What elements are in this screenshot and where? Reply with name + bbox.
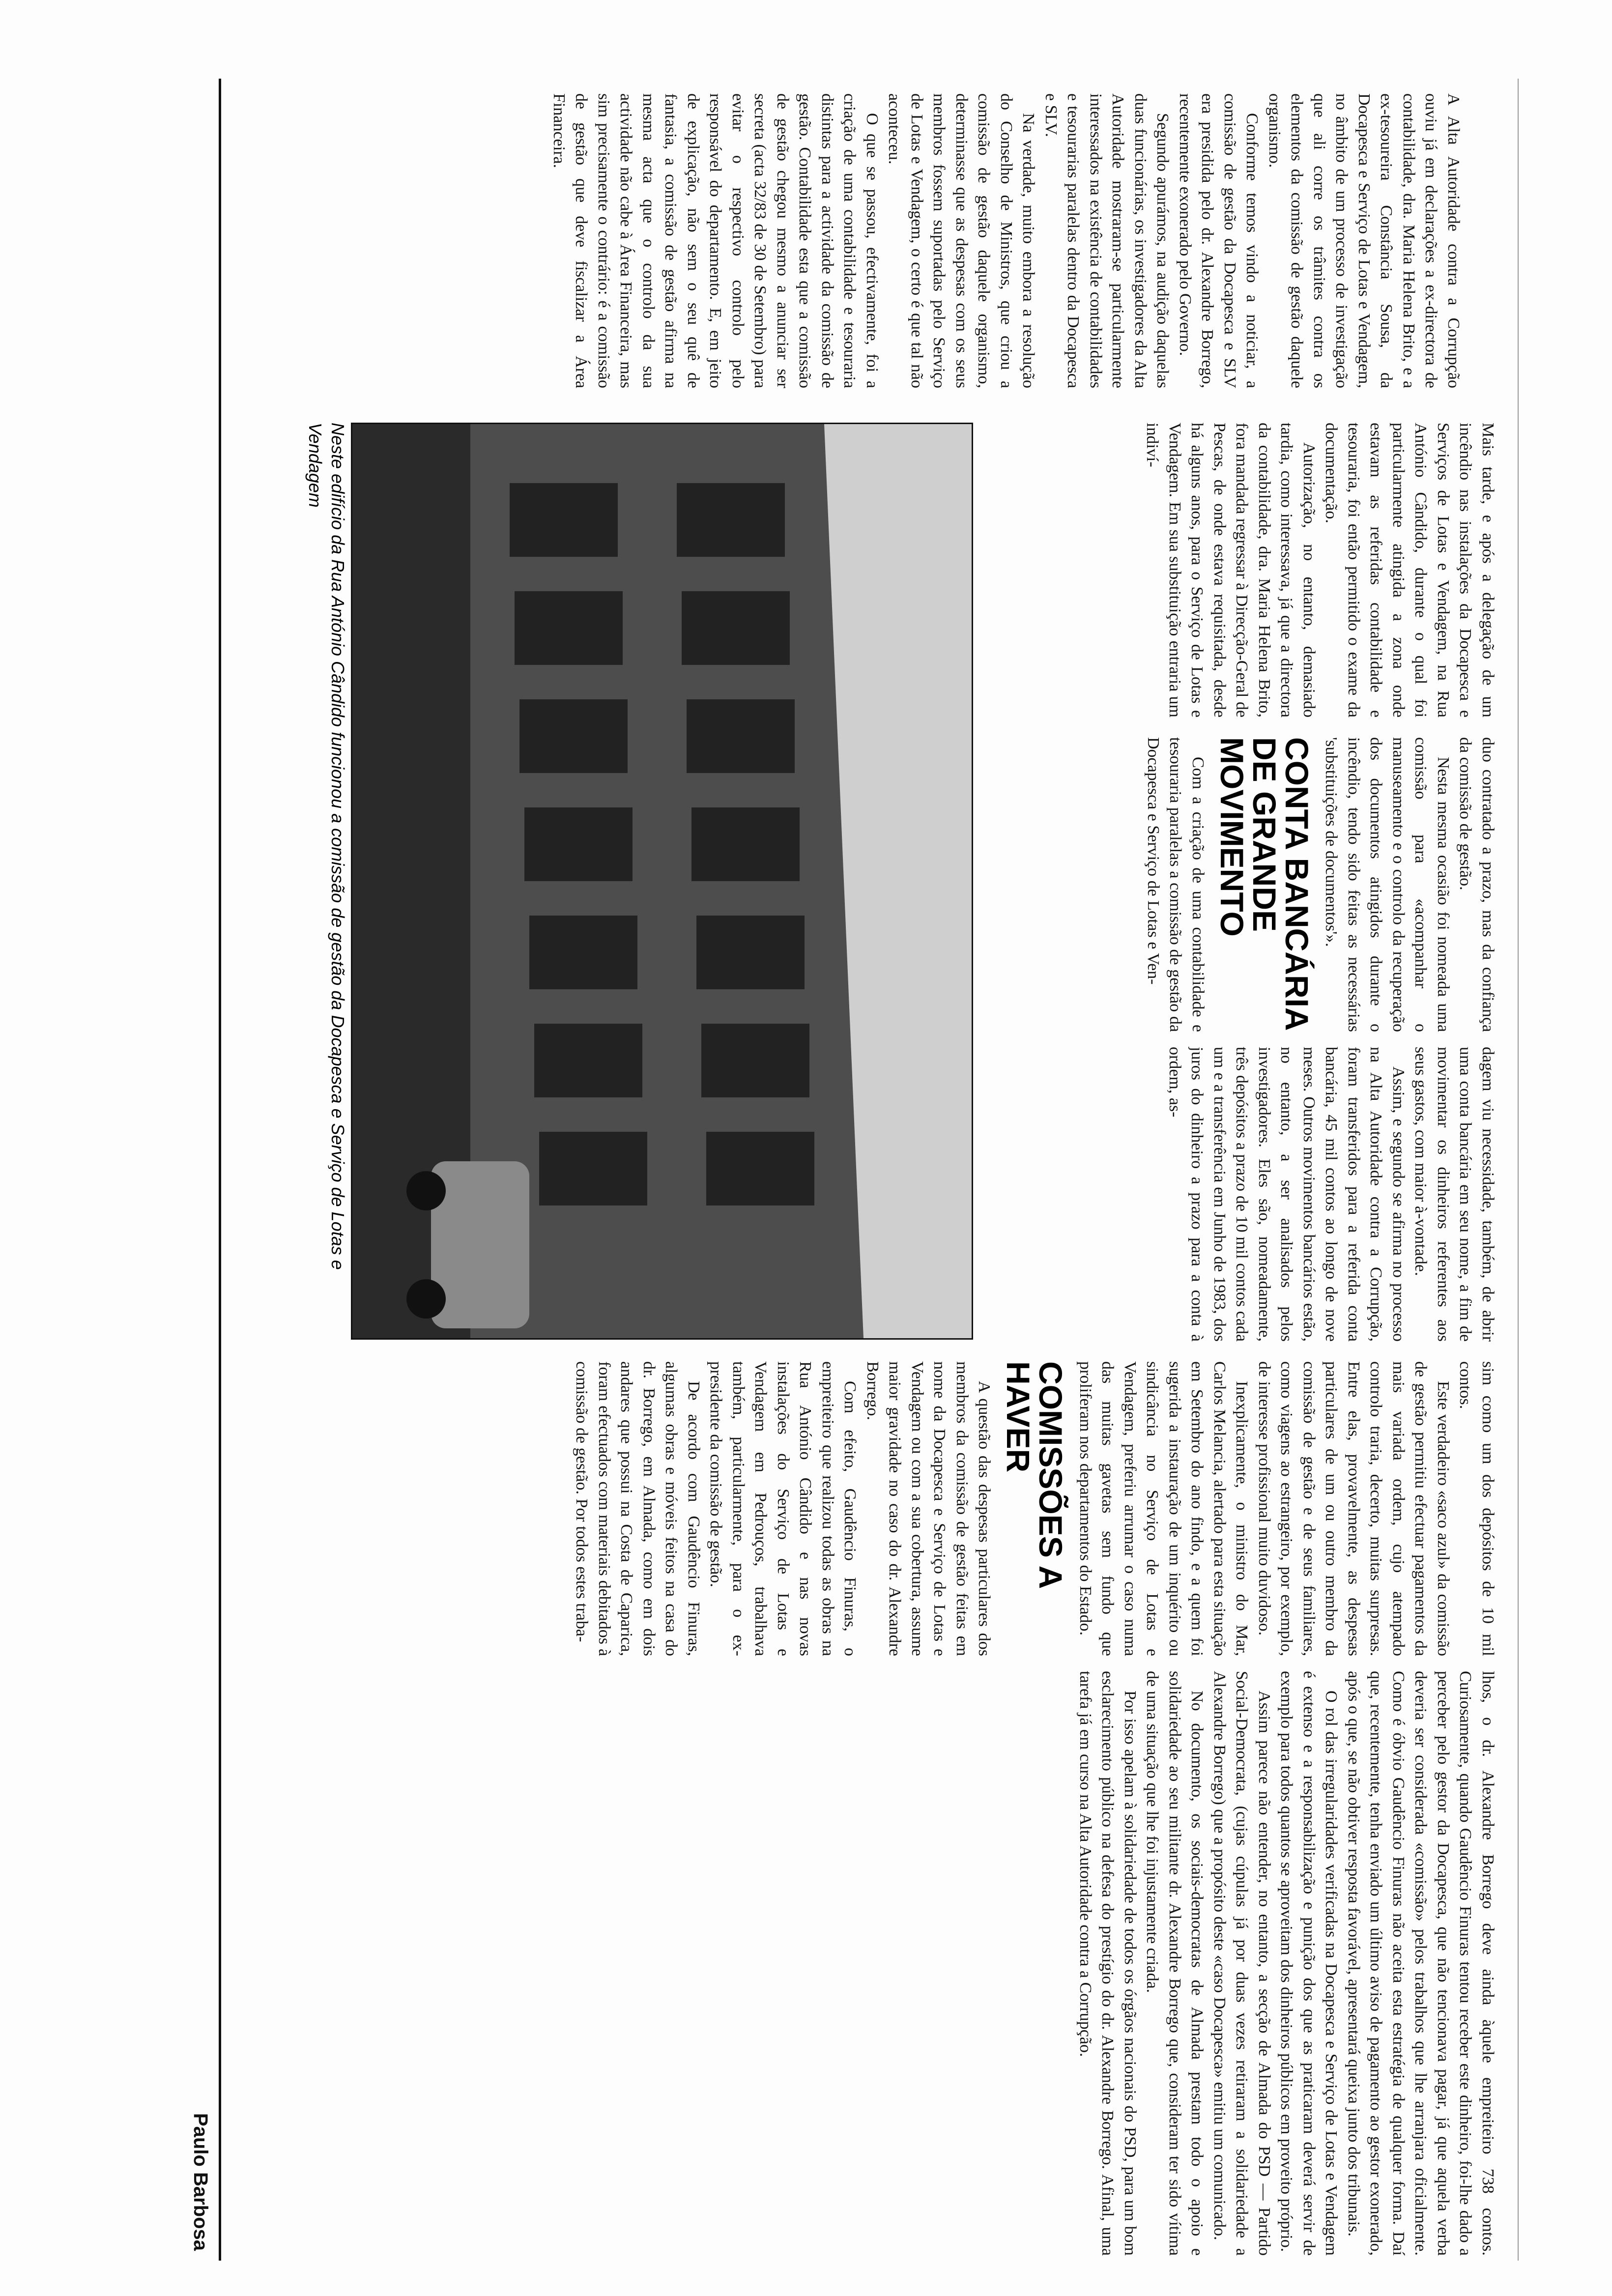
paragraph: Por isso apelam à solidariedade de todos os órgãos nacionais do PSD, para um bom esclarecimento público na defesa do prestígio do dr. Alexandre Borrego. Afinal, uma tarefa já em curso na Alta Autoridade contra a Corrupção. [1076, 1671, 1139, 2256]
paragraph: Conforme temos vindo a noticiar, a comissão de gestão da Docapesca e SLV era presidida pelo dr. Alexandre Borrego, recentemente exonerado pelo Governo. [1176, 93, 1262, 388]
article-column-1 [260, 93, 1465, 388]
paragraph: Com a criação de uma contabilidade e tesouraria paralelas a comissão de gestão da Docapesca e Serviço de Lotas e Ven- [1144, 737, 1207, 1032]
paragraph: O que se passou, efectivamente, foi a criação de uma contabilidade e tesouraria distintas para a actividade da comissão de gestão. Contabilidade esta que a comissão de gestão chegou mesmo a anunciar ser secreta (acta 32/83 de 30 de Setembro) para evitar o respectivo controlo pelo responsável do departamento. E, em jeito de explicação, não sem o seu quê de fantasia, a comissão de gestão afirma na mesma acta que o controlo da sua actividade não cabe à Área Financeira, mas sim precisamente o contrário: é a comissão de gestão que deve fiscalizar a Área Financeira. [550, 93, 881, 388]
paragraph: Na verdade, muito embora a resolução do Conselho de Ministros, que criou a comissão de gestão daquele organismo, determinasse que as despesas com os seus membros fossem suportadas pelo Serviço de Lotas e Vendagem, o certo é que tal não aconteceu. [885, 93, 1038, 388]
paragraph: Assim parece não entender, no entanto, a secção de Almada do PSD — Partido Social-Democrata, (cujas cúpulas já por duas vezes retiraram a solidariedade a Alexandre Borrego) que a propósito deste «caso Docapesca» emitiu um comunicado. [1210, 1671, 1273, 2256]
bottom-rule [219, 79, 221, 2261]
paragraph: A questão das despesas particulares dos membros da comissão de gestão feitas em nome da Docapesca e Serviço de Lotas e Vendagem ou com a sua cobertura, assume maior gravidade no caso do dr. Alexandre Borrego. [864, 1361, 994, 1656]
paragraph: dagem viu necessidade, também, de abrir uma conta bancária em seu nome, a fim de movimentar os dinheiros referentes aos seus gastos, com maior à-vontade. [1411, 1047, 1497, 1342]
paragraph: Assim, e segundo se afirma no processo na Alta Autoridade contra a Corrupção, foram transferidos para a referida conta bancária, 45 mil contos ao longo de nove meses. Outros movimentos bancários estão, no entanto, a ser analisados pelos investigadores. Eles são, nomeadamente, três depósitos a prazo de 10 mil contos cada um e a transferência em Junho de 1983, dos juros do dinheiro a prazo para a conta à ordem, as- [1166, 1047, 1408, 1342]
article-column-2 [983, 423, 1499, 718]
building-photo-graphic [352, 424, 972, 1338]
paragraph: No documento, os sociais-democratas de Almada prestam todo o apoio e solidariedade ao seu militante dr. Alexandre Borrego que, consideram ter sido vítima de uma situação que lhe foi injustamente criada. [1143, 1671, 1207, 2256]
section-heading-comissoes: COMISSÕES A HAVER [1000, 1361, 1069, 1588]
paragraph: lhos, o dr. Alexandre Borrego deve ainda àquele empreiteiro 738 contos. Curiosamente, quando Gaudêncio Finuras tentou receber este dinheiro, foi-lhe dado a perceber pelo gestor da Docapesca, que não tencionava pagar, já que aquela verba deveria ser considerada «comissão» pelos trabalhos que lhe arranjara oficialmente. Como é óbvio Gaudêncio Finuras não aceita esta estratégia de qualquer forma. Daí que, recentemente, tenha enviado um último aviso de pagamento ao gestor exonerado, após o que, se não obtiver resposta favorável, apresentará queixa junto dos tribunais. [1345, 1671, 1497, 2256]
top-rule [1518, 79, 1519, 2261]
paragraph: Segundo apurámos, na audição daquelas duas funcionárias, os investigadores da Alta Autoridade mostraram-se particularmente interessados na existência de contabilidades e tesourarias paralelas dentro da Docapesca e SLV. [1042, 93, 1172, 388]
paragraph: duo contratado a prazo, mas da confiança da comissão de gestão. [1456, 737, 1497, 1032]
paragraph: Mais tarde, e após a delegação de um incêndio nas instalações da Docapesca e Serviços de Lotas e Vendagem, na Rua António Cândido, durante o qual foi particularmente atingida a zona onde estavam as referidas contabilidade e tesouraria, foi então permitido o exame da documentação. [1322, 423, 1497, 718]
paragraph: Com efeito, Gaudêncio Finuras, o empreiteiro que realizou todas as obras na Rua António Cândido e nas novas instalações do Serviço de Lotas e Vendagem em Pedrouços, trabalhava também, particularmente, para o ex-presidente da comissão de gestão. [707, 1361, 860, 1656]
photo-caption: Neste edifício da Rua António Cândido funcionou a comissão de gestão da Docapesca e Serviço de Lotas e Vendagem [305, 423, 348, 1270]
paragraph: Inexplicamente, o ministro do Mar, Carlos Melancia, alertado para esta situação em Setembro do ano findo, e a quem foi sugerida a instauração de um inquérito ou sindicância no Serviço de Lotas e Vendagem, preferiu arrumar o caso numa das muitas gavetas sem fundo que proliferam nos departamentos do Estado. [1076, 1361, 1251, 1656]
article-column-5 [231, 1361, 1499, 1656]
paragraph: A Alta Autoridade contra a Corrupção ouviu já em declarações a ex-directora de contabilidade, dra. Maria Helena Brito, e a ex-tesoureira Constância Sousa, da Docapesca e Serviço de Lotas e Vendagem, no âmbito de um processo de investigação que ali corre os trâmites contra os elementos da comissão de gestão daquele organismo. [1266, 93, 1463, 388]
article-column-6 [231, 1671, 1499, 2256]
article-column-3 [983, 737, 1499, 1032]
paragraph: De acordo com Gaudêncio Finuras, algumas obras e móveis feitos na casa do dr. Borrego, em Almada, como em dois andares que possui na Costa de Caparica, foram efectuados com materiais debitados à comissão de gestão. Por todos estes traba- [573, 1361, 703, 1656]
paragraph: Nesta mesma ocasião foi nomeada uma comissão para «acompanhar o manuseamento e o controlo da recuperação dos documentos atingidos durante o incêndio, tendo sido feitas as necessárias 'substituições de documentos'». [1322, 737, 1452, 1032]
paragraph: Autorização, no entanto, demasiado tardia, como interessava, já que a directora da contabilidade, dra. Maria Helena Brito, fora mandada regressar à Direcção-Geral de Pescas, de onde estava requisitada, desde há alguns anos, para o Serviço de Lotas e Vendagem. Em sua substituição entraria um indiví- [1143, 423, 1318, 718]
paragraph: sim como um dos depósitos de 10 mil contos. [1456, 1361, 1497, 1656]
paragraph: O rol das irregularidades verificadas na Docapesca e Serviço de Lotas e Vendagem é extenso e a responsabilização e punição dos que as praticaram deverá servir de exemplo para todos quantos se aproveitam dos dinheiros públicos em proveito próprio. [1277, 1671, 1341, 2256]
article-column-4 [983, 1047, 1499, 1342]
paragraph: Este verdadeiro «saco azul» da comissão de gestão permitiu efectuar pagamentos da mais variada ordem, cujo atempado controlo traria, decerto, muitas surpresas. Entre elas, provavelmente, as despesas particulares de um ou outro membro da comissão de gestão e de seus familiares, como viagens ao estrangeiro, por exemplo, de interesse profissional muito duvidoso. [1255, 1361, 1452, 1656]
building-photo [351, 423, 973, 1340]
section-heading-conta-bancaria: CONTA BANCÁRIA DE GRANDE MOVIMENTO [1214, 737, 1315, 1030]
author-signature: Paulo Barbosa [190, 2113, 211, 2251]
